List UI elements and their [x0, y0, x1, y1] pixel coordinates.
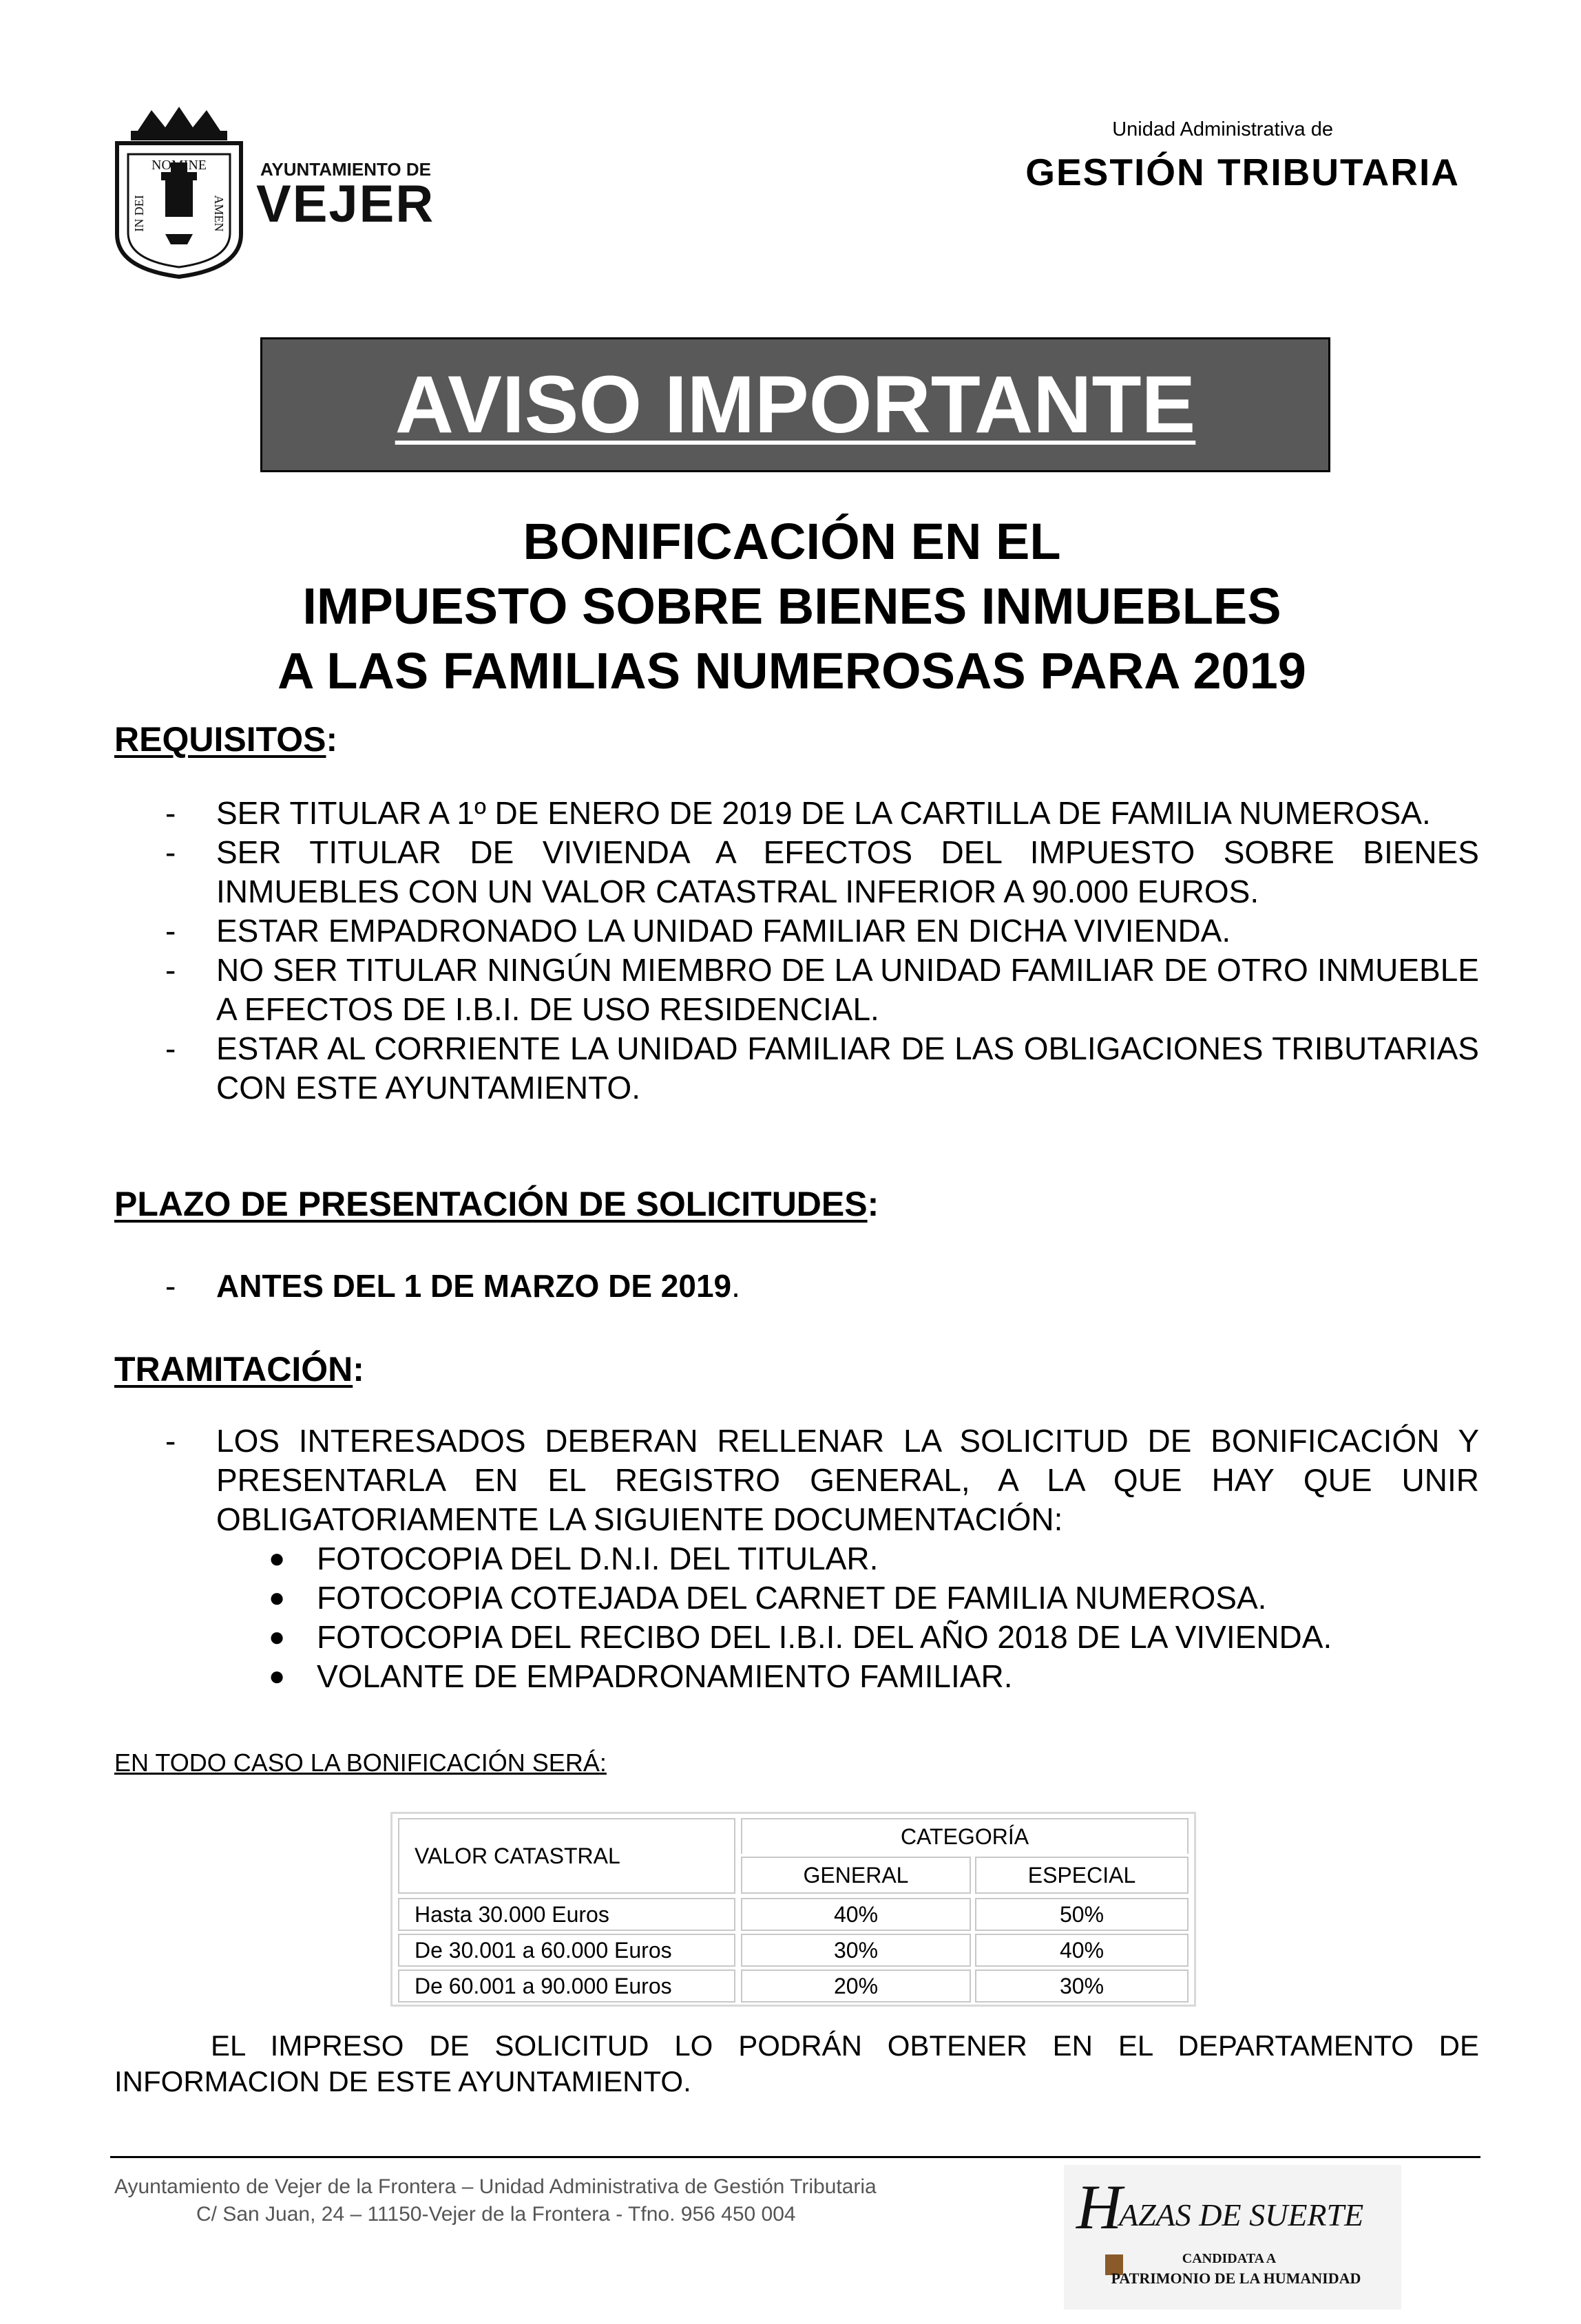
doc-item: ● VOLANTE DE EMPADRONAMIENTO FAMILIAR.	[269, 1658, 1013, 1694]
banner-text: AVISO IMPORTANTE	[395, 359, 1196, 450]
city-logo	[110, 103, 468, 282]
footer-address-line: Ayuntamiento de Vejer de la Frontera – Unidad Administrativa de Gestión Tributaria	[114, 2175, 877, 2198]
table-cell: Hasta 30.000 Euros	[398, 1898, 735, 1931]
svg-text:AYUNTAMIENTO DE: AYUNTAMIENTO DE	[260, 159, 431, 180]
table-cell: 50%	[975, 1898, 1189, 1931]
table-header-especial: ESPECIAL	[975, 1857, 1189, 1894]
svg-text:NOMINE: NOMINE	[151, 158, 207, 173]
table-cell: 20%	[741, 1969, 971, 2003]
table-cell: 30%	[741, 1934, 971, 1967]
closing-paragraph: EL IMPRESO DE SOLICITUD LO PODRÁN OBTENER EN EL DEPARTAMENTO DE INFORMACION DE ESTE AYUNTAMIENTO.	[114, 2029, 1479, 2098]
list-item: - NO SER TITULAR NINGÚN MIEMBRO DE LA UNIDAD FAMILIAR DE OTRO INMUEBLE A EFECTOS DE I.B.I. DE USO RESIDENCIAL.	[165, 952, 1479, 1027]
svg-text:IN DEI: IN DEI	[132, 195, 146, 232]
list-item: - ESTAR AL CORRIENTE LA UNIDAD FAMILIAR DE LAS OBLIGACIONES TRIBUTARIAS CON ESTE AYUNTAMIENTO.	[165, 1031, 1479, 1106]
requisitos-list	[165, 794, 1479, 1108]
main-title-line: IMPUESTO SOBRE BIENES INMUEBLES	[302, 578, 1281, 635]
svg-text:PATRIMONIO DE LA HUMANIDAD: PATRIMONIO DE LA HUMANIDAD	[1111, 2270, 1361, 2287]
footer-divider	[110, 2156, 1480, 2158]
table-cell: 40%	[975, 1934, 1189, 1967]
list-item: - SER TITULAR A 1º DE ENERO DE 2019 DE LA CARTILLA DE FAMILIA NUMEROSA.	[165, 795, 1431, 831]
main-title	[110, 509, 1474, 704]
table-header-categoria: CATEGORÍA	[741, 1818, 1189, 1854]
hazas-logo-icon	[1064, 2165, 1401, 2310]
table-cell: De 60.001 a 90.000 Euros	[398, 1969, 735, 2003]
department-title: GESTIÓN TRIBUTARIA	[1025, 151, 1460, 193]
svg-text:AZAS DE SUERTE: AZAS DE SUERTE	[1119, 2197, 1364, 2232]
plazo-list	[165, 1267, 1479, 1306]
list-item: - SER TITULAR DE VIVIENDA A EFECTOS DEL IMPUESTO SOBRE BIENES INMUEBLES CON UN VALOR CATASTRAL INFERIOR A 90.000 EUROS.	[165, 834, 1479, 909]
tramitacion-list	[165, 1422, 1479, 1696]
doc-item: ● FOTOCOPIA COTEJADA DEL CARNET DE FAMILIA NUMEROSA.	[269, 1580, 1267, 1616]
list-item: - LOS INTERESADOS DEBERAN RELLENAR LA SOLICITUD DE BONIFICACIÓN Y PRESENTARLA EN EL REGISTRO GENERAL, A LA QUE HAY QUE UNIR OBLIGATORIAMENTE LA SIGUIENTE DOCUMENTACIÓN:	[165, 1423, 1479, 1537]
list-item: - ESTAR EMPADRONADO LA UNIDAD FAMILIAR EN DICHA VIVIENDA.	[165, 913, 1231, 949]
footer-contact-line: C/ San Juan, 24 – 11150-Vejer de la Frontera - Tfno. 956 450 004	[196, 2203, 796, 2226]
tramitacion-heading: TRAMITACIÓN:	[114, 1350, 364, 1388]
table-cell: De 30.001 a 60.000 Euros	[398, 1934, 735, 1967]
doc-item: ● FOTOCOPIA DEL RECIBO DEL I.B.I. DEL AÑO 2018 DE LA VIVIENDA.	[269, 1619, 1332, 1655]
hazas-de-suerte-logo	[1064, 2165, 1401, 2310]
svg-text:AMEN: AMEN	[212, 195, 226, 232]
list-item: - ANTES DEL 1 DE MARZO DE 2019.	[165, 1268, 740, 1304]
requisitos-heading: REQUISITOS:	[114, 720, 338, 759]
table-header-valor: VALOR CATASTRAL	[398, 1818, 735, 1894]
coat-of-arms-icon	[110, 103, 468, 282]
svg-text:H: H	[1076, 2172, 1122, 2242]
plazo-heading: PLAZO DE PRESENTACIÓN DE SOLICITUDES:	[114, 1185, 879, 1223]
svg-text:VEJER: VEJER	[256, 175, 435, 233]
bonus-note: EN TODO CASO LA BONIFICACIÓN SERÁ:	[114, 1749, 607, 1777]
table-cell: 40%	[741, 1898, 971, 1931]
main-title-line: BONIFICACIÓN EN EL	[523, 513, 1061, 570]
admin-unit-label: Unidad Administrativa de	[1112, 118, 1333, 140]
bonus-table	[390, 1812, 1196, 2007]
svg-text:CANDIDATA A: CANDIDATA A	[1182, 2251, 1277, 2266]
table-header-general: GENERAL	[741, 1857, 971, 1894]
doc-item: ● FOTOCOPIA DEL D.N.I. DEL TITULAR.	[269, 1541, 879, 1576]
main-title-line: A LAS FAMILIAS NUMEROSAS PARA 2019	[278, 642, 1306, 699]
notice-banner	[260, 337, 1330, 472]
table-cell: 30%	[975, 1969, 1189, 2003]
